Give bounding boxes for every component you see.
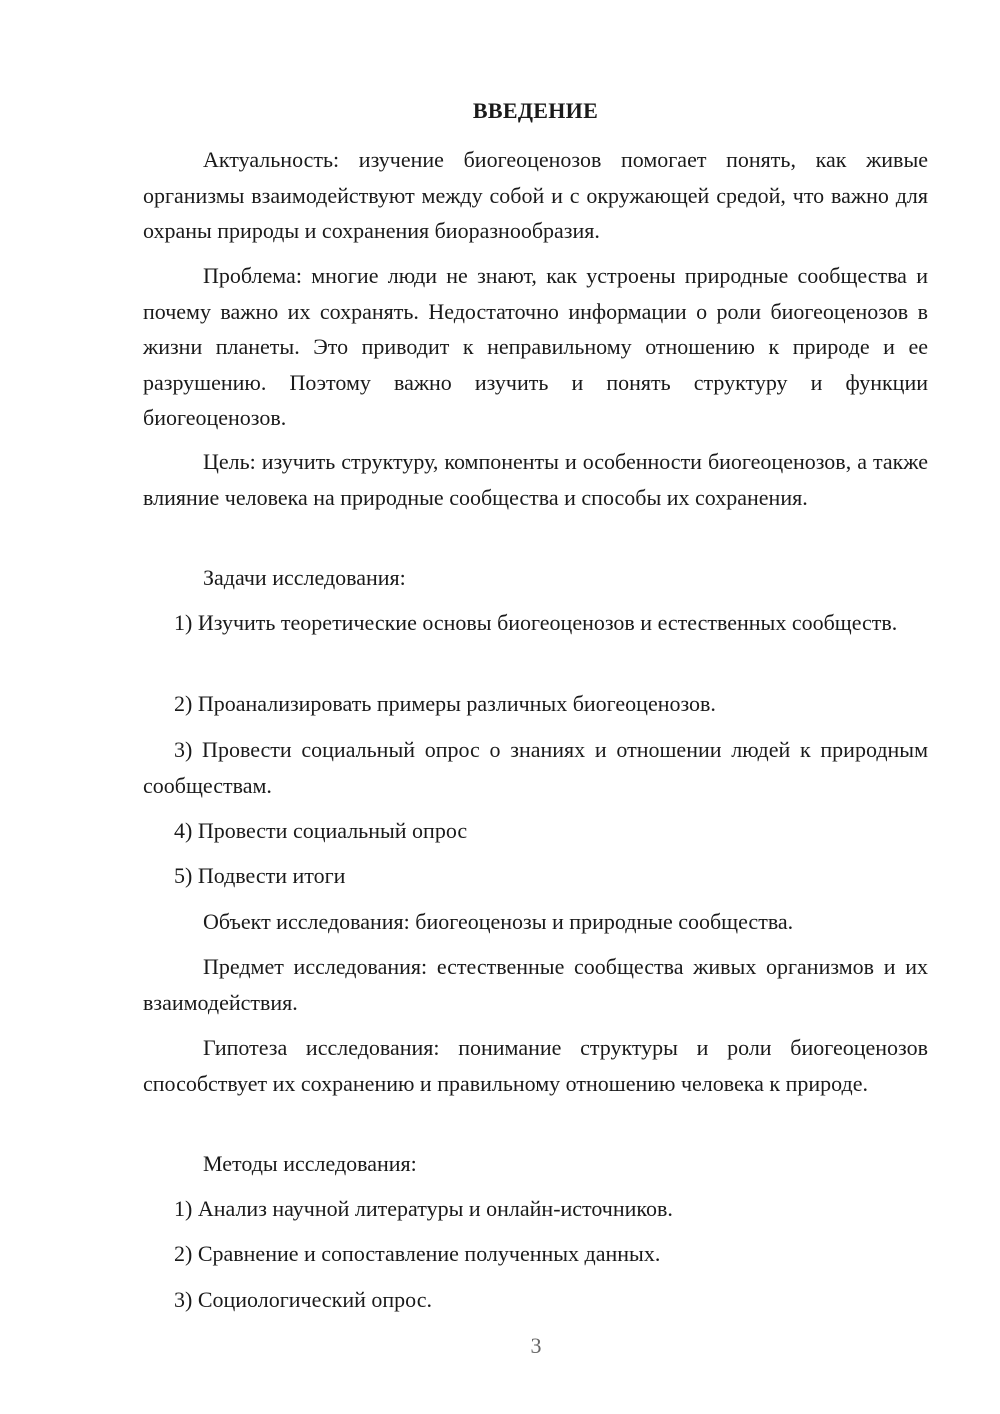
task-item-1: 1) Изучить теоретические основы биогеоценозов и естественных сообществ.: [174, 610, 898, 635]
methods-heading: Методы исследования:: [203, 1151, 417, 1176]
task-item-3: 3) Провести социальный опрос о знаниях и отношении людей к природным сообществам.: [143, 737, 928, 798]
subject-paragraph: Предмет исследования: естественные сообщества живых организмов и их взаимодействия.: [143, 954, 928, 1015]
task-item-4: 4) Провести социальный опрос: [174, 818, 468, 843]
relevance-paragraph: Актуальность: изучение биогеоценозов помогает понять, как живые организмы взаимодействуют между собой и с окружающей средой, что важно для охраны природы и сохранения биоразнообразия.: [143, 147, 928, 243]
task-item-2: 2) Проанализировать примеры различных биогеоценозов.: [174, 691, 716, 716]
object-paragraph: Объект исследования: биогеоценозы и природные сообщества.: [203, 909, 794, 934]
tasks-heading: Задачи исследования:: [203, 565, 406, 590]
hypothesis-paragraph: Гипотеза исследования: понимание структуры и роли биогеоценозов способствует их сохранению и правильному отношению человека к природе.: [143, 1035, 928, 1096]
page-number: 3: [530, 1333, 542, 1358]
problem-paragraph: Проблема: многие люди не знают, как устроены природные сообщества и почему важно их сохранять. Недостаточно информации о роли биогеоценозов в жизни планеты. Это приводит к неправильному отношению к природе и ее разрушению. Поэтому важно изучить и понять структуру и функции биогеоценозов.: [143, 263, 928, 430]
method-item-1: 1) Анализ научной литературы и онлайн-источников.: [174, 1196, 673, 1221]
section-title: ВВЕДЕНИЕ: [472, 98, 599, 123]
method-item-2: 2) Сравнение и сопоставление полученных данных.: [174, 1241, 661, 1266]
task-item-5: 5) Подвести итоги: [174, 863, 346, 888]
method-item-3: 3) Социологический опрос.: [174, 1287, 432, 1312]
goal-paragraph: Цель: изучить структуру, компоненты и особенности биогеоценозов, а также влияние человека на природные сообщества и способы их сохранения.: [143, 449, 928, 510]
